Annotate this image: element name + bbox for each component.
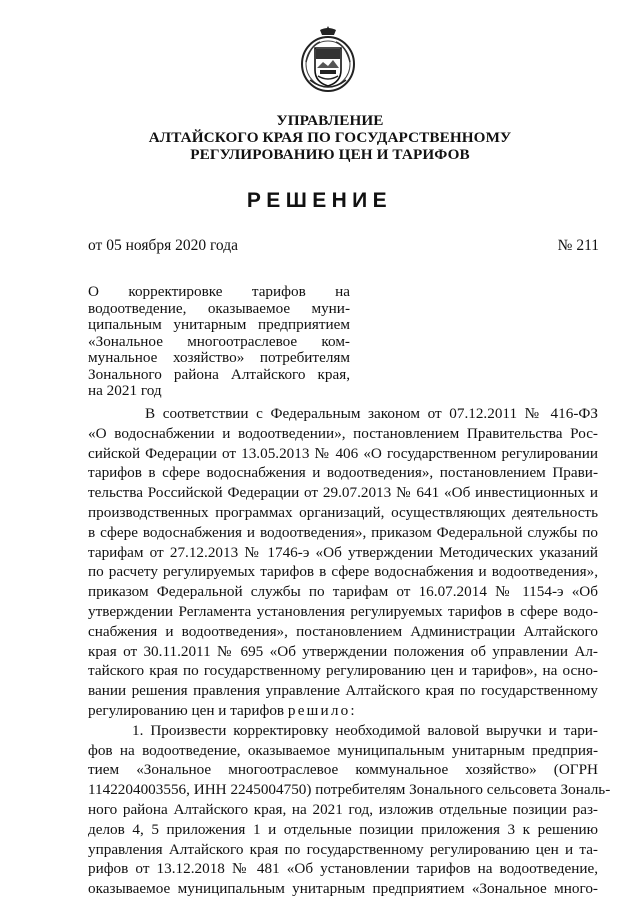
body-line: тарифам от 27.12.2013 № 1746-э «Об утверждении Методических указаний bbox=[88, 543, 598, 561]
subject-line: «Зональное многоотраслевое ком- bbox=[88, 332, 350, 350]
org-name-line-1: УПРАВЛЕНИЕ bbox=[276, 112, 384, 129]
document-title: РЕШЕНИЕ bbox=[246, 189, 393, 212]
document-subject bbox=[88, 284, 350, 400]
body-line: тарифов в сфере водоснабжения и водоотведения», постановлением Прави- bbox=[88, 464, 598, 482]
body-line: края от 30.11.2011 № 695 «Об утверждении положения об управлении Ал- bbox=[88, 642, 598, 660]
body-line bbox=[88, 701, 598, 721]
body-line: снабжения и водоотведения», постановлением Администрации Алтайского bbox=[88, 622, 598, 640]
document-body bbox=[88, 404, 611, 899]
body-line: вании решения правления управление Алтайского края по государственному bbox=[88, 682, 598, 700]
body-line: рифов от 13.12.2018 № 481 «Об установлении тарифов на водоотведение, bbox=[88, 860, 598, 878]
subject-line: ципальным унитарным предприятием bbox=[88, 316, 350, 333]
body-line: в сфере водоснабжения и водоотведения», приказом Федеральной службы по bbox=[88, 523, 598, 541]
body-line-text: регулированию цен и тарифов bbox=[88, 701, 285, 719]
document-date: от 05 ноября 2020 года bbox=[88, 237, 239, 254]
body-line: по расчету регулируемых тарифов в сфере водоснабжения и водоотведения», bbox=[88, 563, 598, 581]
org-name-line-2: АЛТАЙСКОГО КРАЯ ПО ГОСУДАРСТВЕННОМУ bbox=[148, 129, 512, 146]
subject-line: на 2021 год bbox=[88, 382, 162, 399]
subject-line: Зонального района Алтайского края, bbox=[88, 365, 350, 383]
body-line: ного района Алтайского края, на 2021 год, изложив отдельные позиции раз- bbox=[88, 800, 598, 818]
body-line: утверждении Регламента установления регулируемых тарифов в сфере водо- bbox=[88, 602, 598, 620]
body-line: приказом Федеральной службы по тарифам от 16.07.2014 № 1154-э «Об bbox=[88, 583, 598, 601]
body-line: фов на водоотведение, оказываемое муниципальным унитарным предприя- bbox=[88, 741, 598, 759]
body-line: тием «Зональное многоотраслевое коммунальное хозяйство» (ОГРН bbox=[88, 761, 598, 779]
subject-line: О корректировке тарифов на bbox=[88, 283, 350, 300]
body-line: производственных программах организаций, осуществляющих деятельность bbox=[88, 503, 598, 521]
body-line: управления Алтайского края по государственному регулированию цен и та- bbox=[88, 840, 598, 858]
body-line: тайского края по государственному регулированию цен и тарифов», на осно- bbox=[88, 662, 598, 680]
body-line: 1. Произвести корректировку необходимой валовой выручки и тари- bbox=[132, 721, 598, 739]
body-line: оказываемое муниципальным унитарным предприятием «Зональное много- bbox=[88, 880, 598, 898]
decided-word: решило: bbox=[287, 701, 357, 719]
subject-line: мунальное хозяйство» потребителям bbox=[88, 349, 350, 366]
body-line: 1142204003556, ИНН 2245004750) потребителям Зонального сельсовета Зональ- bbox=[88, 781, 611, 799]
coat-of-arms-icon bbox=[300, 24, 356, 92]
org-name-line-3: РЕГУЛИРОВАНИЮ ЦЕН И ТАРИФОВ bbox=[190, 146, 470, 163]
body-line: делов 4, 5 приложения 1 и отдельные позиции приложения 3 к решению bbox=[88, 820, 598, 838]
document-number: № 211 bbox=[557, 237, 599, 254]
body-line: В соответствии с Федеральным законом от 07.12.2011 № 416-ФЗ bbox=[145, 405, 598, 422]
subject-line: водоотведение, оказываемое муни- bbox=[88, 299, 350, 317]
body-line: сийской Федерации от 13.05.2013 № 406 «О государственном регулировании bbox=[88, 444, 598, 462]
body-line: тельства Российской Федерации от 29.07.2013 № 641 «Об инвестиционных и bbox=[88, 484, 598, 502]
body-line: «О водоснабжении и водоотведении», постановлением Правительства Рос- bbox=[88, 424, 598, 442]
